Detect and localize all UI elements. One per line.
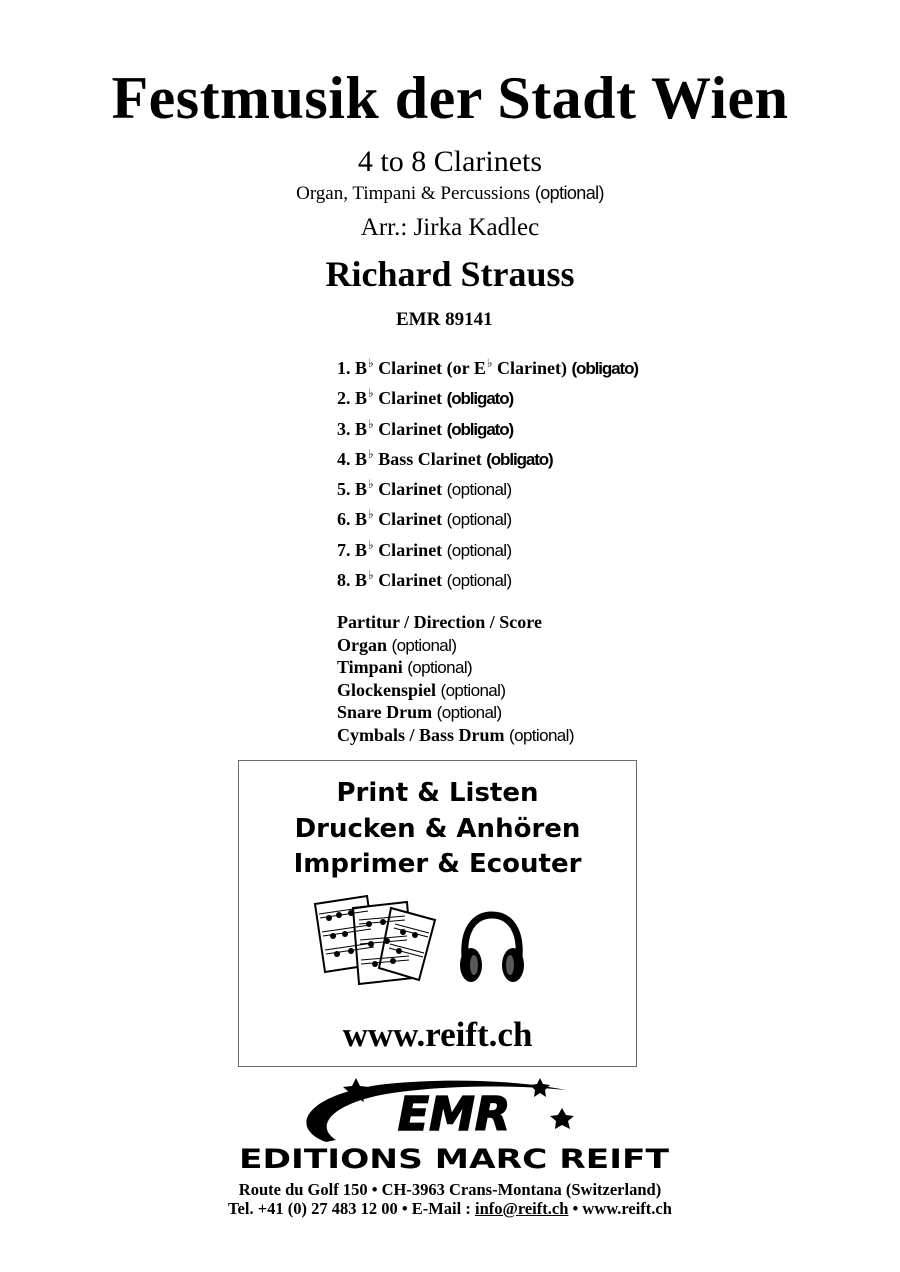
- part-name: Clarinet (or E: [373, 358, 486, 378]
- part-name: Clarinet: [373, 570, 447, 591]
- part-item: [337, 499, 638, 529]
- additional-part-item: [337, 634, 574, 657]
- publisher-contact: [0, 1199, 900, 1219]
- promo-line-french: Imprimer & Ecouter: [293, 849, 582, 879]
- part-name: Clarinet: [373, 539, 447, 560]
- additional-part-item: [337, 611, 574, 634]
- part-status: (obligato): [446, 419, 514, 439]
- logo-emr-text: EMR: [397, 1087, 511, 1141]
- additional-part-name: Glockenspiel: [337, 679, 441, 700]
- additional-part-name: Timpani: [337, 657, 408, 678]
- additional-part-item: [337, 701, 574, 724]
- part-status: (obligato): [571, 359, 638, 378]
- part-number: 2. B: [337, 388, 368, 409]
- part-number: 3. B: [337, 418, 368, 439]
- part-item: [337, 409, 638, 439]
- catalog-number: EMR 89141: [396, 309, 493, 330]
- part-item: [337, 530, 638, 560]
- part-item: [337, 469, 638, 499]
- additional-part-item: [337, 724, 574, 747]
- additional-part-status: (optional): [407, 658, 473, 678]
- part-number: 5. B: [337, 479, 368, 500]
- additional-part-status: (optional): [391, 635, 457, 655]
- flat-sign: ♭: [368, 416, 374, 431]
- logo-publisher-name: EDITIONS MARC REIFT: [239, 1144, 670, 1172]
- arranger: Arr.: Jirka Kadlec: [360, 214, 540, 241]
- part-name: Clarinet: [373, 388, 447, 409]
- part-name: Clarinet: [373, 509, 447, 530]
- part-status: (obligato): [446, 389, 514, 409]
- additional-part-name: Cymbals / Bass Drum: [337, 724, 510, 745]
- parts-list: [337, 348, 638, 590]
- instrumentation-optional: (optional): [534, 183, 604, 203]
- print-listen-box: [238, 760, 637, 1067]
- part-status: (optional): [446, 480, 512, 500]
- headphones-icon: [457, 911, 527, 987]
- additional-part-item: [337, 679, 574, 702]
- part-status: (optional): [446, 571, 512, 591]
- instrumentation-text: Organ, Timpani & Percussions: [296, 183, 535, 204]
- promo-line-german: Drucken & Anhören: [294, 814, 581, 844]
- part-number: 1. B: [337, 358, 368, 378]
- sheet-music-icon: [311, 894, 441, 986]
- additional-part-status: (optional): [440, 680, 506, 700]
- email-link[interactable]: info@reift.ch: [474, 1199, 569, 1218]
- flat-sign: ♭: [368, 386, 374, 401]
- flat-sign: ♭: [368, 356, 374, 370]
- contact-website: • www.reift.ch: [568, 1199, 672, 1218]
- promo-website: www.reift.ch: [342, 1015, 533, 1054]
- flat-sign: ♭: [486, 356, 493, 370]
- part-number: 6. B: [337, 509, 368, 530]
- ensemble-subtitle: 4 to 8 Clarinets: [357, 145, 543, 178]
- additional-part-name: Organ: [337, 634, 392, 655]
- part-status: (optional): [446, 540, 512, 560]
- flat-sign: ♭: [368, 477, 374, 492]
- part-name: Clarinet: [373, 418, 447, 439]
- part-number: 8. B: [337, 570, 368, 591]
- part-name: Clarinet: [373, 479, 447, 500]
- part-number: 4. B: [337, 448, 368, 469]
- flat-sign: ♭: [368, 507, 374, 522]
- part-item: [337, 439, 638, 469]
- part-number: 7. B: [337, 539, 368, 560]
- part-status: (obligato): [486, 449, 553, 469]
- part-status: (optional): [446, 510, 512, 530]
- part-name-cont: Clarinet): [492, 358, 572, 378]
- composer: Richard Strauss: [325, 254, 575, 294]
- additional-parts-list: [337, 611, 574, 747]
- additional-part-name: Partitur / Direction / Score: [337, 612, 542, 632]
- flat-sign: ♭: [368, 446, 374, 461]
- flat-sign: ♭: [368, 568, 374, 583]
- piece-title: Festmusik der Stadt Wien: [111, 65, 789, 131]
- publisher-address: Route du Golf 150 • CH-3963 Crans-Montana (Switzerland): [238, 1180, 662, 1199]
- flat-sign: ♭: [368, 537, 374, 552]
- additional-part-status: (optional): [509, 725, 574, 745]
- promo-line-english: Print & Listen: [336, 778, 539, 808]
- additional-part-item: [337, 656, 574, 679]
- part-item: [337, 378, 638, 408]
- emr-logo: [236, 1072, 676, 1172]
- part-item: [337, 348, 638, 378]
- contact-phone: Tel. +41 (0) 27 483 12 00 • E-Mail :: [228, 1199, 475, 1218]
- instrumentation-note: [0, 181, 900, 206]
- part-name: Bass Clarinet: [373, 448, 487, 469]
- additional-part-status: (optional): [436, 703, 502, 723]
- part-item: [337, 560, 638, 590]
- additional-part-name: Snare Drum: [337, 702, 437, 723]
